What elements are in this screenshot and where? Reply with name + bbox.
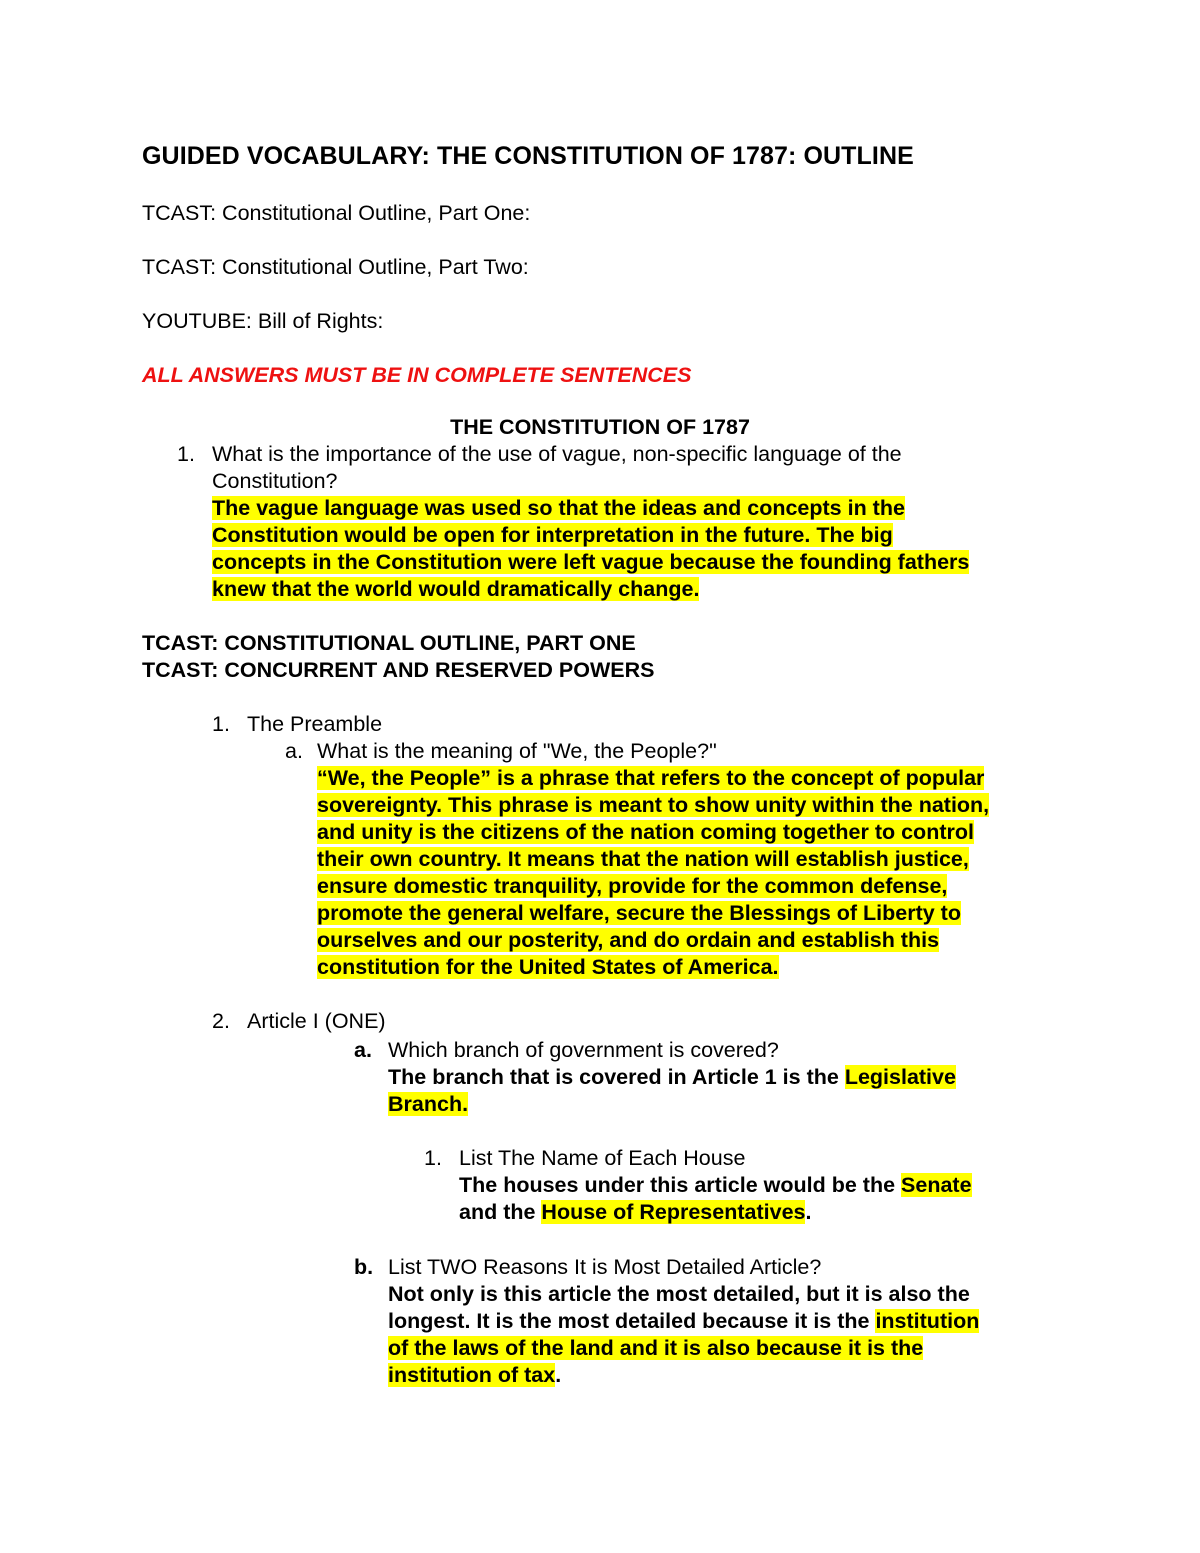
- answer-line: The vague language was used so that the ideas and concepts in the: [212, 496, 905, 520]
- answer-line: Not only is this article the most detailed, but it is also the: [388, 1282, 970, 1306]
- answer-line: longest. It is the most detailed because it is the institution: [388, 1309, 980, 1333]
- answer-line: their own country. It means that the nation will establish justice,: [317, 847, 969, 871]
- item-label-article-one: Article I (ONE): [247, 1009, 386, 1033]
- sub-item-letter: b.: [354, 1255, 374, 1279]
- answer-line: ourselves and our posterity, and do ordain and establish this: [317, 928, 940, 952]
- answer-line: promote the general welfare, secure the Blessings of Liberty to: [317, 901, 961, 925]
- item-label-preamble: The Preamble: [247, 712, 383, 736]
- sub-item-letter: a.: [285, 739, 303, 763]
- sub-sub-question: List The Name of Each House: [459, 1146, 746, 1170]
- item-number: 1.: [212, 712, 230, 736]
- answer-line: Constitution would be open for interpretation in the future. The big: [212, 523, 893, 547]
- answer-line: The houses under this article would be the Senate: [459, 1173, 972, 1197]
- answer-line: The branch that is covered in Article 1 is the Legislative: [388, 1065, 956, 1089]
- sub-question: What is the meaning of "We, the People?": [317, 739, 717, 763]
- answer-line: ensure domestic tranquility, provide for the common defense,: [317, 874, 948, 898]
- page-title: GUIDED VOCABULARY: THE CONSTITUTION OF 1787: OUTLINE: [142, 142, 914, 170]
- sub-question: Which branch of government is covered?: [388, 1038, 779, 1062]
- section-heading-constitution: THE CONSTITUTION OF 1787: [450, 415, 750, 439]
- link-part-one: TCAST: Constitutional Outline, Part One:: [142, 201, 531, 225]
- answer-line: and unity is the citizens of the nation coming together to control: [317, 820, 974, 844]
- link-bill-of-rights: YOUTUBE: Bill of Rights:: [142, 309, 384, 333]
- sub-sub-item-number: 1.: [424, 1146, 442, 1170]
- answer-line: and the House of Representatives.: [459, 1200, 812, 1224]
- answer-line: concepts in the Constitution were left vague because the founding fathers: [212, 550, 970, 574]
- sub-question: List TWO Reasons It is Most Detailed Article?: [388, 1255, 822, 1279]
- answer-line: constitution for the United States of America.: [317, 955, 779, 979]
- answer-line: of the laws of the land and it is also because it is the: [388, 1336, 924, 1360]
- question-text: What is the importance of the use of vague, non-specific language of the: [212, 442, 902, 466]
- link-part-two: TCAST: Constitutional Outline, Part Two:: [142, 255, 529, 279]
- section-heading-outline: TCAST: CONSTITUTIONAL OUTLINE, PART ONE: [142, 631, 636, 655]
- item-number: 2.: [212, 1009, 230, 1033]
- complete-sentences-notice: ALL ANSWERS MUST BE IN COMPLETE SENTENCES: [142, 363, 692, 387]
- answer-line: “We, the People” is a phrase that refers to the concept of popular: [317, 766, 985, 790]
- sub-item-letter: a.: [354, 1038, 372, 1062]
- answer-line: institution of tax.: [388, 1363, 562, 1387]
- answer-line: sovereignty. This phrase is meant to show unity within the nation,: [317, 793, 990, 817]
- answer-line: knew that the world would dramatically change.: [212, 577, 700, 601]
- answer-line: Branch.: [388, 1092, 469, 1116]
- question-text: Constitution?: [212, 469, 338, 493]
- question-number: 1.: [177, 442, 195, 466]
- section-heading-powers: TCAST: CONCURRENT AND RESERVED POWERS: [142, 658, 655, 682]
